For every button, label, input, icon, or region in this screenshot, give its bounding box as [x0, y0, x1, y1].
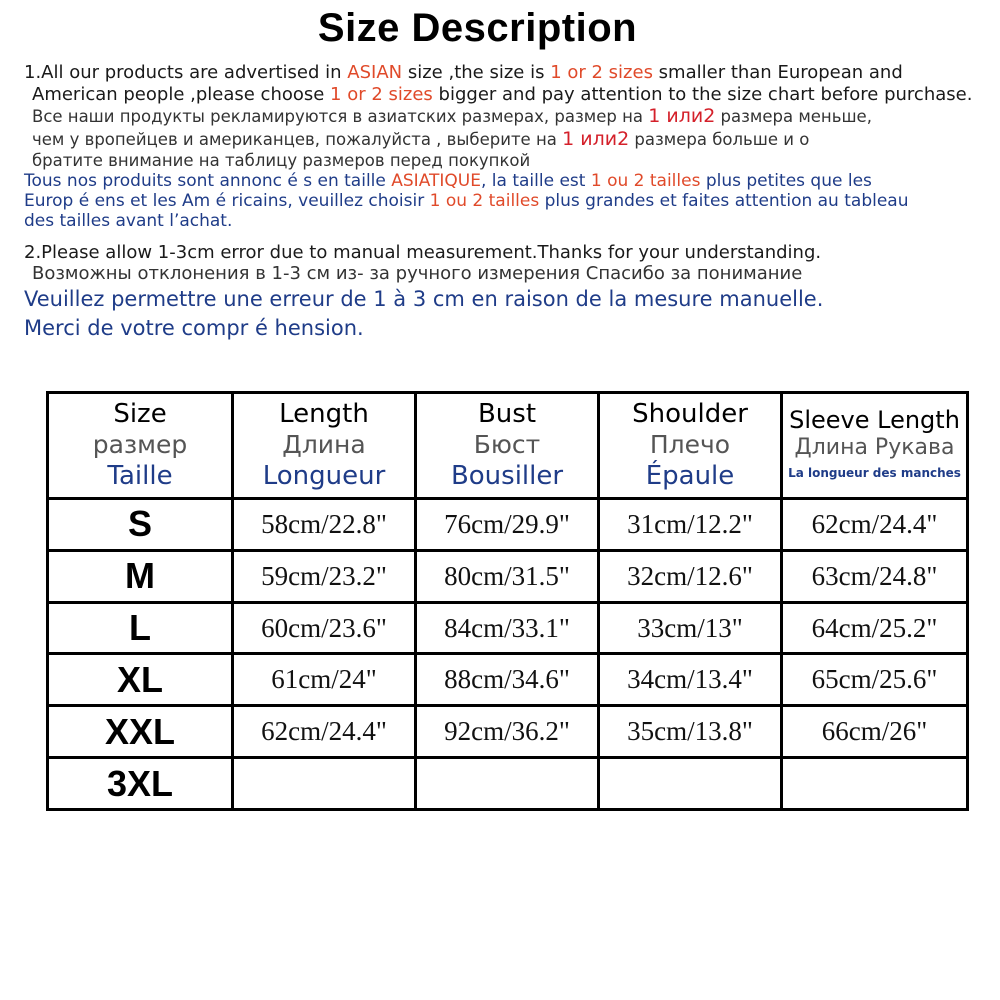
shoulder-cell: 35cm/13.8" — [599, 706, 782, 758]
sizes-highlight: 1 or 2 sizes — [330, 83, 433, 105]
note-fr-line-3: des tailles avant l’achat. — [24, 211, 233, 232]
page-title: Size Description — [317, 6, 638, 50]
size-chart-table — [46, 391, 969, 811]
sizes-highlight: 1 или2 — [562, 127, 630, 150]
size-notes — [24, 58, 994, 344]
table-row — [48, 550, 968, 602]
length-cell: 58cm/22.8" — [233, 499, 416, 551]
table-row — [48, 499, 968, 551]
sizes-highlight: 1 ou 2 tailles — [429, 190, 540, 211]
note-en-line-2: American people ,please choose 1 or 2 sizes bigger and pay attention to the size chart before purchase. — [32, 83, 973, 105]
header-size: Size размер Taille — [48, 393, 233, 499]
shoulder-cell — [599, 758, 782, 810]
bust-cell: 84cm/33.1" — [416, 602, 599, 654]
note-fr-line-4: Veuillez permettre une erreur de 1 à 3 cm en raison de la mesure manuelle. — [24, 286, 824, 311]
shoulder-cell: 33cm/13" — [599, 602, 782, 654]
shoulder-cell: 32cm/12.6" — [599, 550, 782, 602]
table-row — [48, 654, 968, 706]
length-cell: 61cm/24" — [233, 654, 416, 706]
length-cell: 59cm/23.2" — [233, 550, 416, 602]
shoulder-cell: 31cm/12.2" — [599, 499, 782, 551]
header-shoulder: Shoulder Плечо Épaule — [599, 393, 782, 499]
table-row — [48, 602, 968, 654]
sizes-highlight: 1 ou 2 tailles — [590, 170, 701, 191]
table-row — [48, 758, 968, 810]
bust-cell: 80cm/31.5" — [416, 550, 599, 602]
size-cell: 3XL — [48, 758, 233, 810]
sleeve-cell: 62cm/24.4" — [782, 499, 968, 551]
note-ru-line-3: братите внимание на таблицу размеров перед покупкой — [32, 150, 531, 170]
sleeve-cell: 63cm/24.8" — [782, 550, 968, 602]
sleeve-cell — [782, 758, 968, 810]
sizes-highlight: 1 или2 — [648, 105, 716, 128]
asiatique-highlight: ASIATIQUE — [391, 170, 481, 191]
bust-cell: 92cm/36.2" — [416, 706, 599, 758]
table-header-row — [48, 393, 968, 499]
bust-cell: 88cm/34.6" — [416, 654, 599, 706]
size-cell: XXL — [48, 706, 233, 758]
note-en-line-1: 1.All our products are advertised in ASIAN size ,the size is 1 or 2 sizes smaller than European and — [24, 62, 903, 83]
note-fr-line-5: Merci de votre compr é hension. — [24, 316, 364, 341]
shoulder-cell: 34cm/13.4" — [599, 654, 782, 706]
sleeve-cell: 64cm/25.2" — [782, 602, 968, 654]
bust-cell — [416, 758, 599, 810]
asian-highlight: ASIAN — [347, 62, 403, 83]
note-en-line-3: 2.Please allow 1-3cm error due to manual measurement.Thanks for your understanding. — [24, 241, 822, 263]
length-cell: 62cm/24.4" — [233, 706, 416, 758]
size-cell: S — [48, 499, 233, 551]
size-cell: L — [48, 602, 233, 654]
header-bust: Bust Бюст Bousiller — [416, 393, 599, 499]
note-fr-line-2: Europ é ens et les Am é ricains, veuillez choisir 1 ou 2 tailles plus grandes et faites attention au tableau — [24, 190, 909, 211]
note-ru-line-4: Возможны отклонения в 1-3 см из- за ручного измерения Спасибо за понимание — [32, 263, 803, 285]
note-ru-line-1: Все наши продукты рекламируются в азиатских размерах, размер на 1 или2 размера меньше, — [32, 105, 872, 128]
size-cell: XL — [48, 654, 233, 706]
length-cell — [233, 758, 416, 810]
sleeve-cell: 65cm/25.6" — [782, 654, 968, 706]
note-ru-line-2: чем у вропейцев и американцев, пожалуйста , выберите на 1 или2 размера больше и о — [32, 127, 810, 150]
header-sleeve-length: Sleeve Length Длина Рукава La longueur des manches — [782, 393, 968, 499]
note-fr-line-1: Tous nos produits sont annonc é s en taille ASIATIQUE, la taille est 1 ou 2 tailles plus petites que les — [24, 170, 872, 191]
sizes-highlight: 1 or 2 sizes — [550, 62, 653, 83]
length-cell: 60cm/23.6" — [233, 602, 416, 654]
bust-cell: 76cm/29.9" — [416, 499, 599, 551]
sleeve-cell: 66cm/26" — [782, 706, 968, 758]
header-length: Length Длина Longueur — [233, 393, 416, 499]
size-cell: M — [48, 550, 233, 602]
table-row — [48, 706, 968, 758]
